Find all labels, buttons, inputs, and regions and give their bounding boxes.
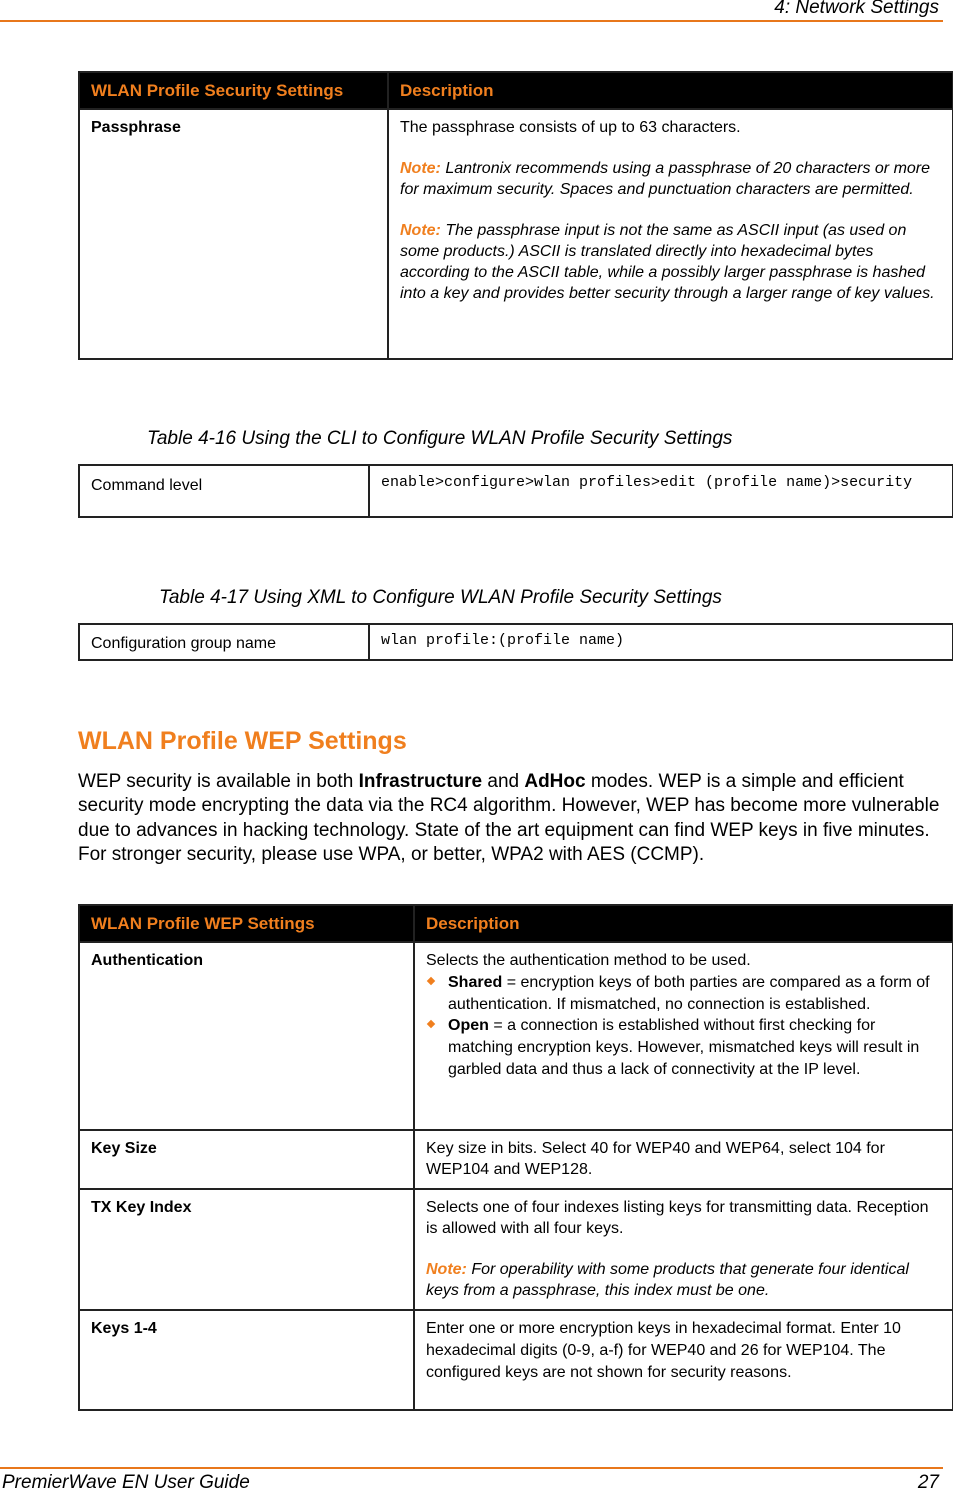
setting-authentication: Authentication (91, 952, 203, 969)
xml-table (78, 623, 953, 661)
setting-key-size: Key Size (91, 1140, 157, 1157)
authentication-description: Selects the authentication method to be used. Shared = encryption keys of both parties are compared as a form of authentication. If mismatched, no connection is established. Open = a connection is established without first checking for matching encryption keys. However, mismatched keys will result in garbled data and thus a lack of connectivity at the IP level. (415, 943, 952, 1089)
security-settings-table (78, 71, 953, 360)
column-header-description: Description (388, 72, 953, 109)
document-title: PremierWave EN User Guide (2, 1472, 250, 1493)
note-label: Note: (426, 1261, 467, 1278)
table-row (79, 109, 953, 359)
footer-divider (0, 1467, 943, 1469)
setting-tx-key-index: TX Key Index (91, 1199, 192, 1216)
config-group-label: Configuration group name (91, 635, 277, 652)
note-text: The passphrase input is not the same as ASCII input (as used on some products.) ASCII is translated directly into hexadecimal bytes according to the ASCII table, while a possibly larger passphrase is hashed into a key and provides better security through a larger range of key values. (400, 222, 935, 302)
setting-passphrase: Passphrase (91, 119, 181, 136)
table-row (79, 1130, 953, 1189)
section-intro: WEP security is available in both Infrastructure and AdHoc modes. WEP is a simple and efficient security mode encrypting the data via the RC4 algorithm. However, WEP has become more vulnerable due to advances in hacking technology. State of the art equipment can find WEP keys in five minutes. For stronger security, please use WPA, or better, WPA2 with AES (CCMP). (78, 771, 940, 865)
cli-table (78, 464, 953, 518)
table-caption-xml: Table 4-17 Using XML to Configure WLAN Profile Security Settings (159, 587, 722, 608)
command-level-label: Command level (91, 477, 203, 494)
table-row (79, 624, 953, 660)
page-number: 27 (917, 1472, 939, 1493)
note-label: Note: (400, 222, 441, 239)
list-item: Open = a connection is established without first checking for matching encryption keys. However, mismatched keys will result in garbled data and thus a lack of connectivity at the IP level. (426, 1015, 942, 1080)
config-group-value: wlan profile:(profile name) (381, 632, 625, 649)
note-text: Lantronix recommends using a passphrase of 20 characters or more for maximum security. Spaces and punctuation characters are permitted. (400, 160, 931, 198)
tx-key-index-description: Selects one of four indexes listing keys for transmitting data. Reception is allowed with all four keys. Note: For operability with some products that generate four identical keys from a passphrase, this index must be one. (426, 1199, 929, 1299)
column-header-setting: WLAN Profile Security Settings (79, 72, 388, 109)
command-level-value: enable>configure>wlan profiles>edit (profile name)>security (381, 474, 913, 491)
note-label: Note: (400, 160, 441, 177)
diamond-bullet-icon (427, 977, 435, 985)
chapter-header: 4: Network Settings (774, 0, 939, 18)
list-item: Shared = encryption keys of both parties are compared as a form of authentication. If mismatched, no connection is established. (426, 972, 942, 1016)
table-caption-cli: Table 4-16 Using the CLI to Configure WLAN Profile Security Settings (147, 428, 733, 449)
key-size-description: Key size in bits. Select 40 for WEP40 and WEP64, select 104 for WEP104 and WEP128. (426, 1140, 885, 1178)
passphrase-description: The passphrase consists of up to 63 characters. Note: Lantronix recommends using a passphrase of 20 characters or more for maximum security. Spaces and punctuation characters are permitted. Note: The passphrase input is not the same as ASCII input (as used on some products.) ASCII is translated directly into hexadecimal bytes according to the ASCII table, while a possibly larger passphrase is hashed into a key and provides better security through a larger range of key values. (400, 119, 935, 302)
table-row (79, 1189, 953, 1310)
note-text: For operability with some products that generate four identical keys from a passphrase, this index must be one. (426, 1261, 909, 1299)
header-divider (0, 20, 943, 22)
wep-settings-table (78, 904, 953, 1411)
keys-description: Enter one or more encryption keys in hexadecimal format. Enter 10 hexadecimal digits (0-9, a-f) for WEP40 and 26 for WEP104. The configured keys are not shown for security reasons. (426, 1320, 901, 1381)
section-title: WLAN Profile WEP Settings (78, 727, 407, 755)
diamond-bullet-icon (427, 1020, 435, 1028)
table-row (79, 942, 953, 1130)
table-row (79, 1310, 953, 1410)
column-header-description: Description (414, 905, 953, 942)
setting-keys: Keys 1-4 (91, 1320, 157, 1337)
table-row (79, 465, 953, 517)
column-header-setting: WLAN Profile WEP Settings (79, 905, 414, 942)
